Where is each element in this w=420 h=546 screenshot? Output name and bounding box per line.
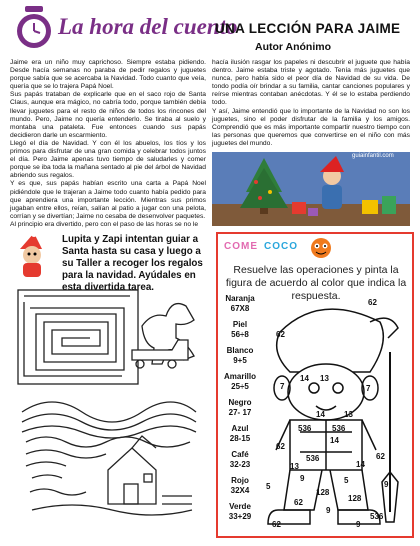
clock-logo (14, 6, 54, 50)
watermark: guiainfantil.com (352, 153, 394, 159)
color-by-number-panel (216, 232, 414, 538)
elf-character (12, 233, 54, 279)
key-item: Café 32-23 (229, 450, 251, 469)
figure-number: 9 (300, 474, 305, 483)
monster-icon (308, 234, 334, 260)
figure-number: 7 (366, 384, 371, 393)
figure-number: 14 (316, 410, 325, 419)
story-paragraph: Y es que, sus papás habían escrito una carta a Papá Noel pidiéndole que le trajeran a Jaime todo cuanto había pedido para que aprendiera una importante lección. Mientras sus primos jugaban entre ellos, reían, salían al patio a jugar con una pelota, corrían y se divertían; Jaime no cesaba de desenvolver paquetes. (10, 180, 206, 220)
figure-number: 128 (316, 488, 330, 497)
story-paragraph: Y así, Jaime entendió que lo importante de la Navidad no son los juguetes, sino el poder disfrutar de la familia y los amigos. Comprendió que es más importante compartir nuestro tiempo con las personas que queremos que convertirse en el niño con más juguetes del mundo. (212, 107, 410, 147)
maze-puzzle-house (12, 392, 208, 532)
figure-number: 128 (348, 494, 362, 503)
figure-number: 9 (356, 520, 361, 529)
story-author: Autor Anónimo (255, 41, 332, 53)
figure-number: 536 (370, 512, 384, 521)
story-paragraph: Sus papás trataban de explicarle que en el saco rojo de Santa Claus, aunque era mágico, no cabría todo, porque también debía llevar juguetes para el resto de niños de todos los rincones del mundo. Pero, Jaime no quería entenderlo. Se tiraba al suelo y montaba una pataleta. Fue entonces cuando sus papás decidieron darle un escarmiento. (10, 91, 206, 139)
color-key (220, 294, 260, 528)
logo-coco: COCO (264, 241, 298, 252)
figure-number: 14 (300, 374, 309, 383)
figure-number: 62 (376, 452, 385, 461)
story-column-left (10, 59, 206, 229)
figure-number: 14 (356, 460, 365, 469)
figure-number: 13 (290, 462, 299, 471)
figure-number: 5 (344, 476, 349, 485)
figure-number: 5 (266, 482, 271, 491)
story-paragraph: hacía ilusión rasgar los papeles ni descubrir el juguete que había dentro. Jaime estaba triste y agotado. Tenía más juguetes que nunca, pero había sido el peor día de Navidad de su vida. De tondo podía oír brindar a su familia, cantar canciones populares y reírse mientras contaban anécdotas. Y él se lo estaba perdiendo todo. (212, 59, 410, 107)
section-title: La hora del cuento (58, 14, 238, 39)
come-coco-logo (224, 238, 304, 260)
figure-number: 62 (276, 442, 285, 451)
figure-number: 62 (294, 498, 303, 507)
figure-number: 13 (344, 410, 353, 419)
figure-number: 536 (332, 424, 346, 433)
figure-number: 7 (280, 382, 285, 391)
key-item: Verde 33+29 (228, 502, 252, 521)
key-item: Naranja 67X8 (225, 294, 255, 313)
key-item: Azul 28-15 (229, 424, 251, 443)
story-column-right (212, 59, 410, 148)
key-item: Piel 56÷8 (231, 320, 249, 339)
figure-number: 536 (306, 454, 320, 463)
story-paragraph: Llegó el día de Navidad. Y con él los abuelos, los tíos y los primos para disfrutar de una gran comida y celebrar todos juntos el día. Pero Jaime apenas tuvo tiempo de saludarles y comer porque se iba toda la mañana sentado al pie del árbol de Navidad abriendo sus regalos. (10, 139, 206, 180)
maze-instructions: Lupita y Zapi intentan guiar a Santa hasta su casa y luego a su Taller a recoger los regalos para la navidad. Ayúdales en esta divertida tarea. (62, 234, 203, 293)
key-item: Blanco 9+5 (226, 346, 254, 365)
key-item: Amarillo 25÷5 (223, 372, 256, 391)
elf-coloring-figure (260, 292, 410, 536)
figure-number: 62 (368, 298, 377, 307)
figure-number: 9 (384, 480, 389, 489)
story-illustration (212, 152, 410, 226)
logo-come: COME (224, 241, 258, 252)
story-paragraph: Al principio era divertido, pero con el paso de las horas se no le (10, 220, 199, 228)
activity-instructions: Resuelve las operaciones y pinta la figura de acuerdo al color que indica la respuesta. (225, 264, 407, 302)
figure-number: 536 (298, 424, 312, 433)
figure-number: 62 (272, 520, 281, 529)
key-item: Rojo 32X4 (230, 476, 250, 495)
figure-number: 14 (330, 436, 339, 445)
figure-number: 9 (326, 506, 331, 515)
story-title: UNA LECCIÓN PARA JAIME (215, 21, 401, 36)
story-paragraph: Jaime era un niño muy caprichoso. Siempre estaba pidiendo. Desde hacía semanas no paraba de pedir regalos y juguetes porque sabía que se acercaba la Navidad. Todo cuanto que veía, quería que se lo trajera Papá Noel. (10, 59, 206, 91)
figure-number: 13 (320, 374, 329, 383)
figure-number: 62 (276, 330, 285, 339)
key-item: Negro 27- 17 (228, 398, 252, 417)
maze-puzzle (12, 286, 208, 388)
